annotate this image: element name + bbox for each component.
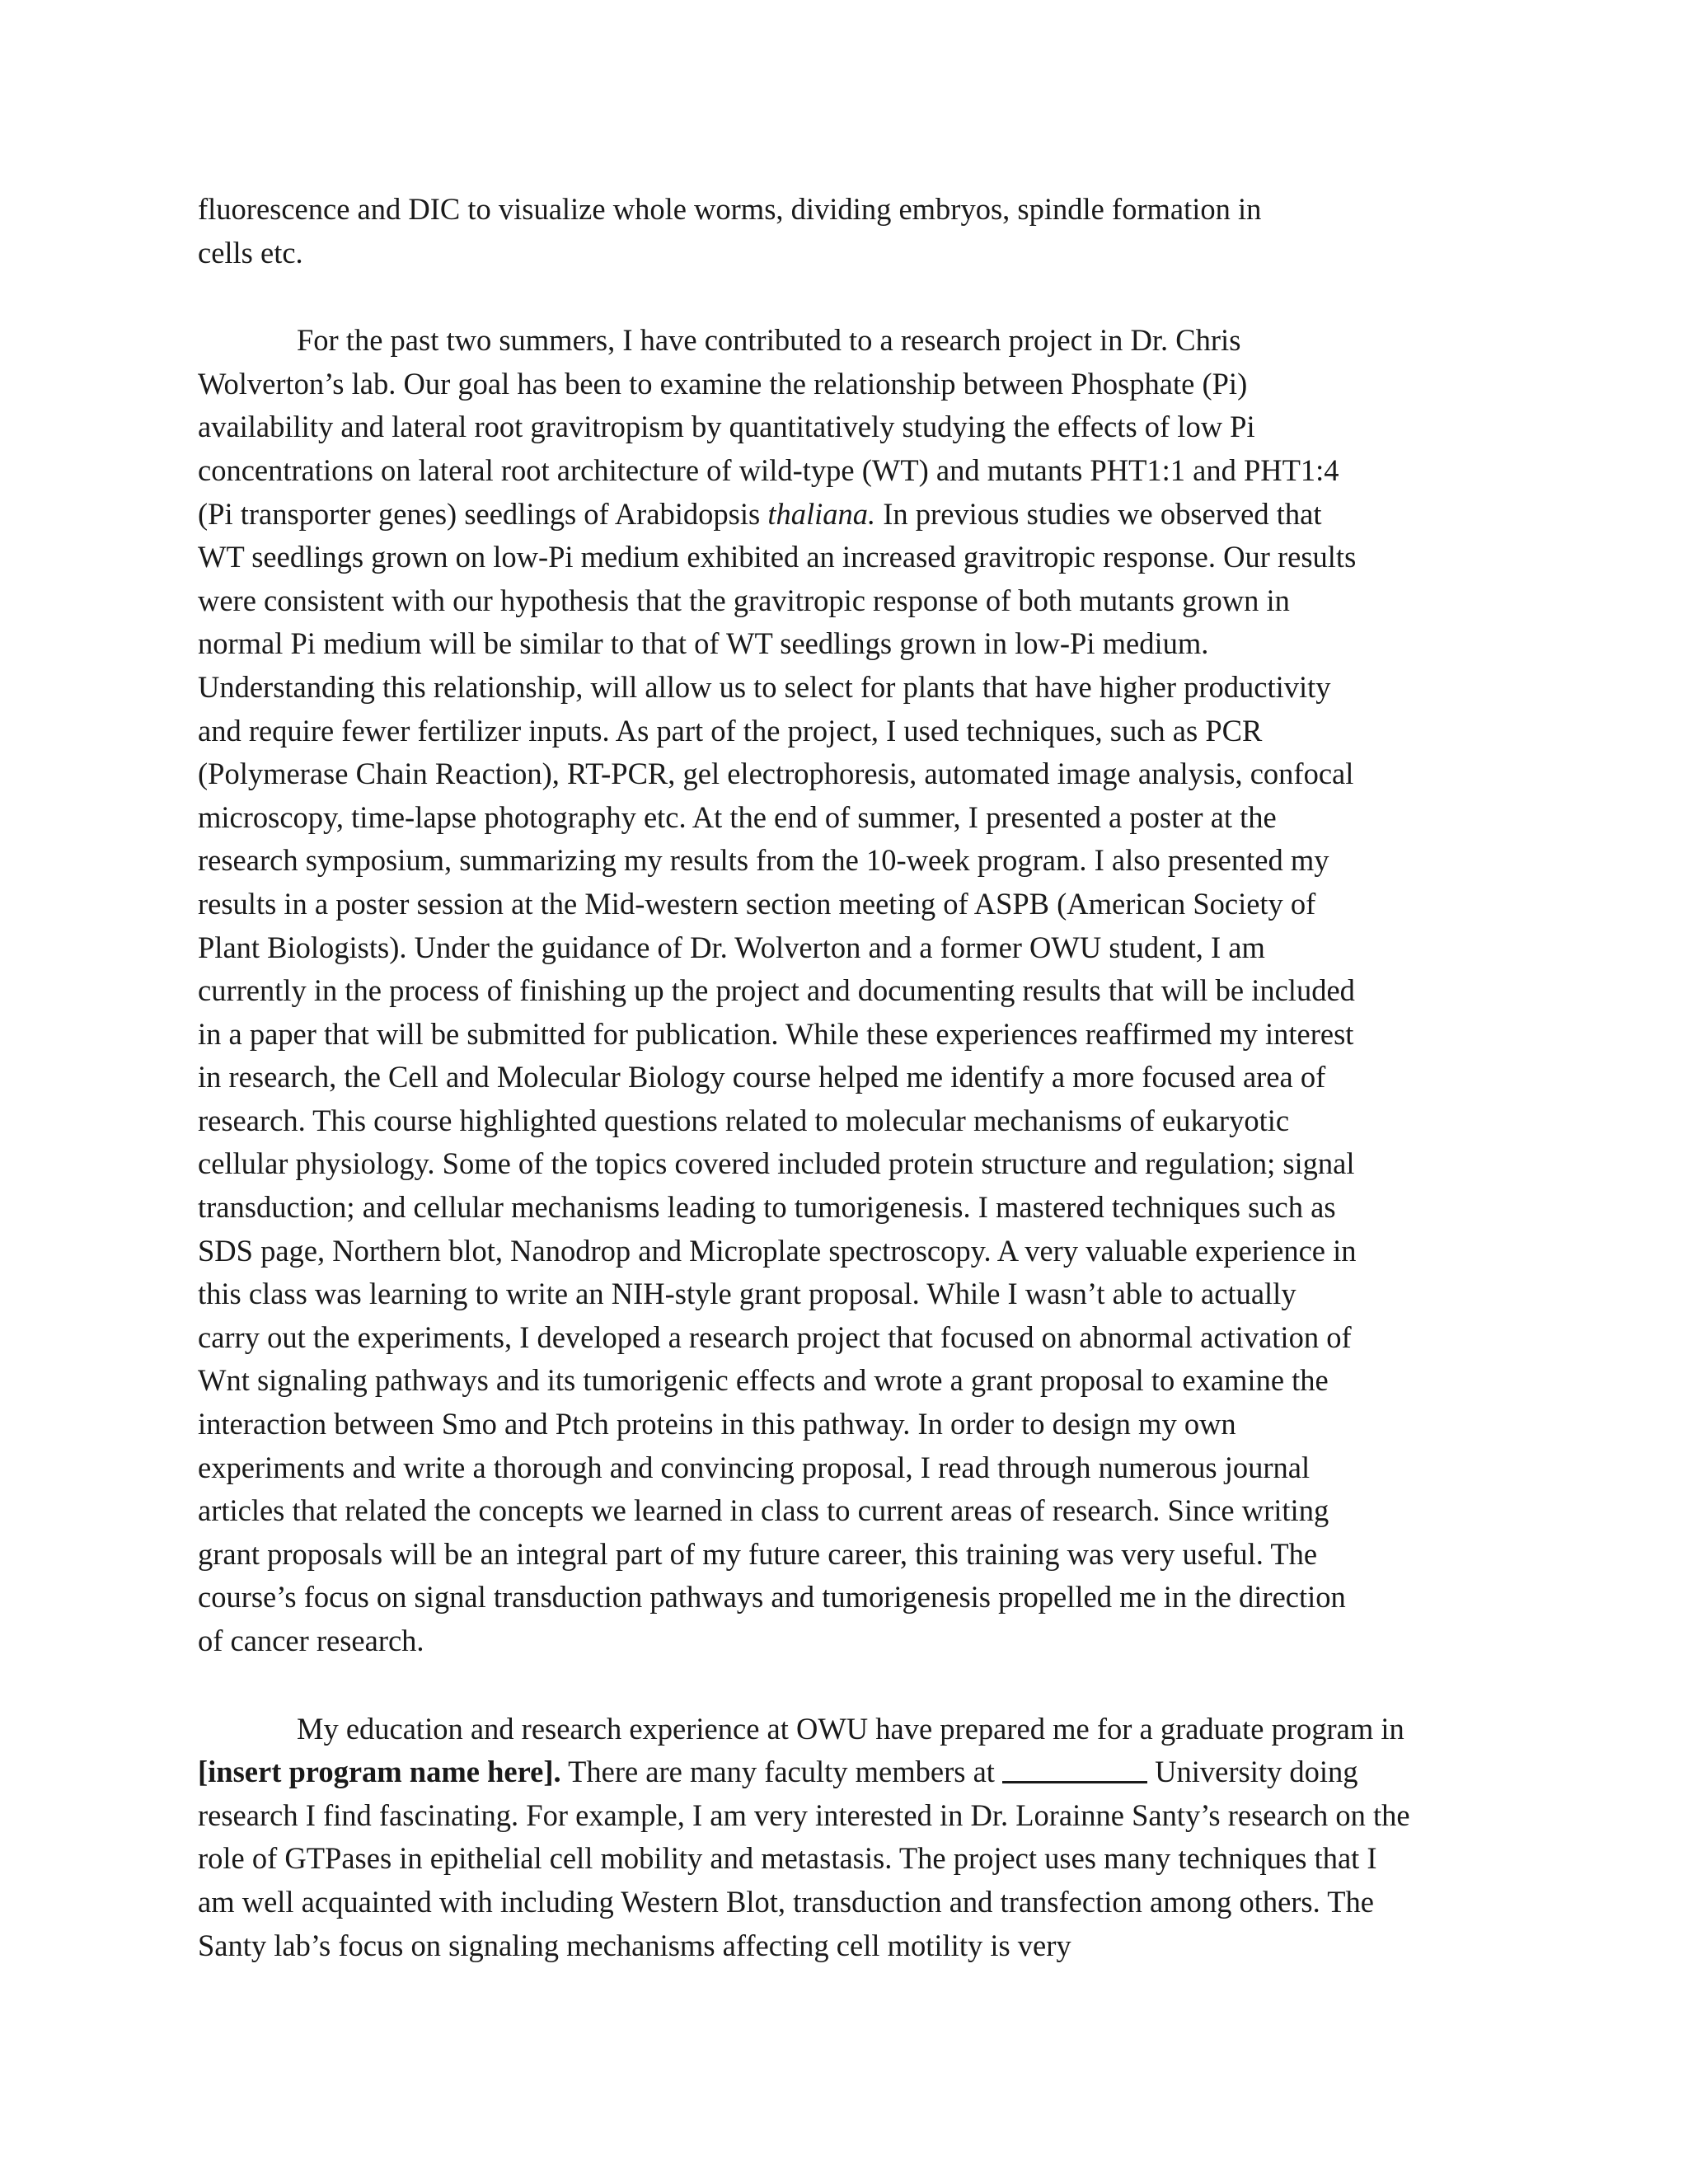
text-line: in research, the Cell and Molecular Biology course helped me identify a more focused area of (198, 1060, 1326, 1094)
text-line: fluorescence and DIC to visualize whole worms, dividing embryos, spindle formation in (198, 192, 1262, 226)
text-line: experiments and write a thorough and convincing proposal, I read through numerous journal (198, 1450, 1311, 1484)
text-line (198, 1750, 1500, 1794)
text-line: course’s focus on signal transduction pathways and tumorigenesis propelled me in the direction (198, 1580, 1346, 1615)
text-line: currently in the process of finishing up the project and documenting results that will be included (198, 973, 1355, 1008)
text-line: in a paper that will be submitted for publication. While these experiences reaffirmed my interest (198, 1016, 1354, 1051)
text-line: Santy lab’s focus on signaling mechanisms affecting cell motility is very (198, 1928, 1071, 1962)
text-line: carry out the experiments, I developed a research project that focused on abnormal activation of (198, 1319, 1352, 1354)
text-line: cells etc. (198, 235, 303, 269)
text-line (198, 493, 1500, 537)
text-segment: In previous studies we observed that (875, 496, 1322, 531)
text-segment: University doing (1147, 1755, 1358, 1789)
text-segment: There are many faculty members at (560, 1755, 1003, 1789)
paragraph-3 (198, 1708, 1500, 1968)
body-text (198, 188, 1500, 1967)
text-line: SDS page, Northern blot, Nanodrop and Microplate spectroscopy. A very valuable experience in (198, 1233, 1357, 1268)
text-line: were consistent with our hypothesis that the gravitropic response of both mutants grown in (198, 583, 1290, 617)
text-line: results in a poster session at the Mid-western section meeting of ASPB (American Society of (198, 886, 1316, 921)
text-line: of cancer research. (198, 1624, 424, 1657)
text-line: normal Pi medium will be similar to that of WT seedlings grown in low-Pi medium. (198, 626, 1209, 661)
text-line: Understanding this relationship, will allow us to select for plants that have higher productivity (198, 669, 1331, 704)
text-line: My education and research experience at OWU have prepared me for a graduate program in (297, 1711, 1404, 1746)
text-line: availability and lateral root gravitropism by quantitatively studying the effects of low Pi (198, 410, 1255, 444)
text-line: research. This course highlighted questions related to molecular mechanisms of eukaryotic (198, 1103, 1290, 1137)
text-line: role of GTPases in epithelial cell mobility and metastasis. The project uses many techniques that I (198, 1841, 1377, 1876)
text-line: Wnt signaling pathways and its tumorigenic effects and wrote a grant proposal to examine the (198, 1363, 1329, 1398)
text-line: cellular physiology. Some of the topics covered included protein structure and regulation; signal (198, 1146, 1355, 1181)
university-name-blank (1002, 1756, 1147, 1783)
text-segment: (Pi transporter genes) seedlings of Arabidopsis (198, 496, 761, 531)
text-line: concentrations on lateral root architecture of wild-type (WT) and mutants PHT1:1 and PHT1:4 (198, 452, 1339, 487)
text-line: transduction; and cellular mechanisms leading to tumorigenesis. I mastered techniques such as (198, 1190, 1336, 1225)
species-name: thaliana. (767, 496, 876, 531)
text-line: Wolverton’s lab. Our goal has been to examine the relationship between Phosphate (Pi) (198, 366, 1248, 401)
text-line: and require fewer fertilizer inputs. As part of the project, I used techniques, such as PCR (198, 713, 1263, 748)
text-line: am well acquainted with including Western Blot, transduction and transfection among others. The (198, 1884, 1374, 1919)
text-line: this class was learning to write an NIH-style grant proposal. While I wasn’t able to actually (198, 1277, 1296, 1311)
text-line: WT seedlings grown on low-Pi medium exhibited an increased gravitropic response. Our results (198, 540, 1357, 574)
text-line: For the past two summers, I have contributed to a research project in Dr. Chris (297, 323, 1241, 358)
text-line: (Polymerase Chain Reaction), RT-PCR, gel electrophoresis, automated image analysis, confocal (198, 757, 1354, 791)
bracket-open: [ (198, 1755, 209, 1789)
text-line: interaction between Smo and Ptch proteins in this pathway. In order to design my own (198, 1407, 1236, 1441)
program-name-placeholder: insert program name here (208, 1755, 544, 1789)
paragraph-2 (198, 319, 1500, 1662)
text-line: grant proposals will be an integral part of my future career, this training was very useful. The (198, 1536, 1318, 1571)
text-line: research I find fascinating. For example, I am very interested in Dr. Lorainne Santy’s research on the (198, 1797, 1410, 1832)
bracket-close: ]. (543, 1755, 561, 1789)
text-line: Plant Biologists). Under the guidance of Dr. Wolverton and a former OWU student, I am (198, 930, 1265, 964)
paragraph-1 (198, 188, 1500, 274)
text-line: research symposium, summarizing my results from the 10-week program. I also presented my (198, 843, 1329, 878)
text-line: articles that related the concepts we learned in class to current areas of research. Since writing (198, 1493, 1329, 1528)
text-line: microscopy, time-lapse photography etc. At the end of summer, I presented a poster at the (198, 799, 1277, 834)
